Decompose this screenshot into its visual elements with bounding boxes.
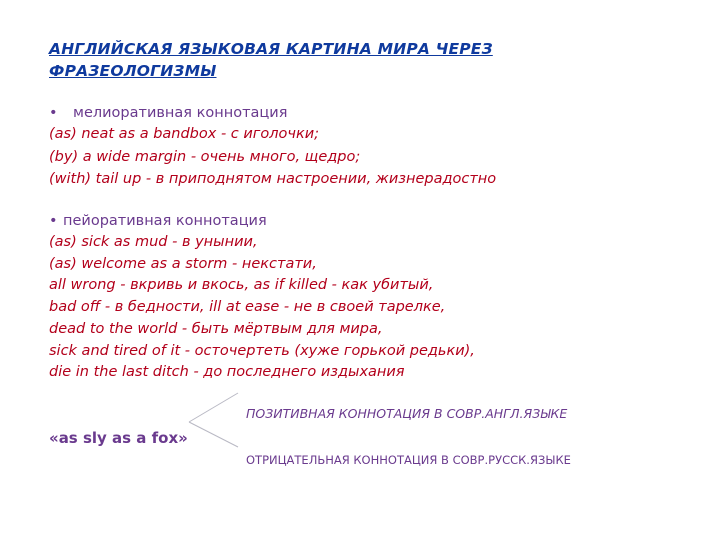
- bullet-icon: •: [49, 105, 58, 121]
- bullet-icon: •: [49, 213, 58, 229]
- connector-upper: [189, 393, 238, 422]
- positive-note: ПОЗИТИВНАЯ КОННОТАЦИЯ В СОВР.АНГЛ.ЯЗЫКЕ: [246, 406, 568, 421]
- phrase-line: dead to the world - быть мёртвым для мира,: [49, 321, 383, 337]
- phrase-line: (as) neat as a bandbox - с иголочки;: [49, 126, 320, 142]
- pejorative-heading-text: пейоративная коннотация: [63, 213, 267, 229]
- phrase-line: die in the last ditch - до последнего издыхания: [49, 364, 405, 380]
- meliorative-heading-text: мелиоративная коннотация: [73, 105, 288, 121]
- title-line-2: ФРАЗЕОЛОГИЗМЫ: [49, 62, 217, 80]
- phrase-line: (with) tail up - в приподнятом настроении, жизнерадостно: [49, 171, 497, 187]
- phrase-line: all wrong - вкривь и вкось, as if killed - как убитый,: [49, 277, 434, 293]
- phrase-line: (by) a wide margin - очень много, щедро;: [49, 149, 361, 165]
- phrase-line: (as) sick as mud - в унынии,: [49, 234, 258, 250]
- title-line-1: АНГЛИЙСКАЯ ЯЗЫКОВАЯ КАРТИНА МИРА ЧЕРЕЗ: [49, 40, 493, 58]
- connector-lower: [189, 422, 238, 447]
- phrase-line: bad off - в бедности, ill at ease - не в своей тарелке,: [49, 299, 446, 315]
- phrase-line: sick and tired of it - осточертеть (хуже горькой редьки),: [49, 343, 475, 359]
- negative-note: ОТРИЦАТЕЛЬНАЯ КОННОТАЦИЯ В СОВР.РУССК.ЯЗЫКЕ: [246, 453, 571, 467]
- example-phrase: «as sly as a fox»: [49, 429, 188, 447]
- phrase-line: (as) welcome as a storm - некстати,: [49, 256, 317, 272]
